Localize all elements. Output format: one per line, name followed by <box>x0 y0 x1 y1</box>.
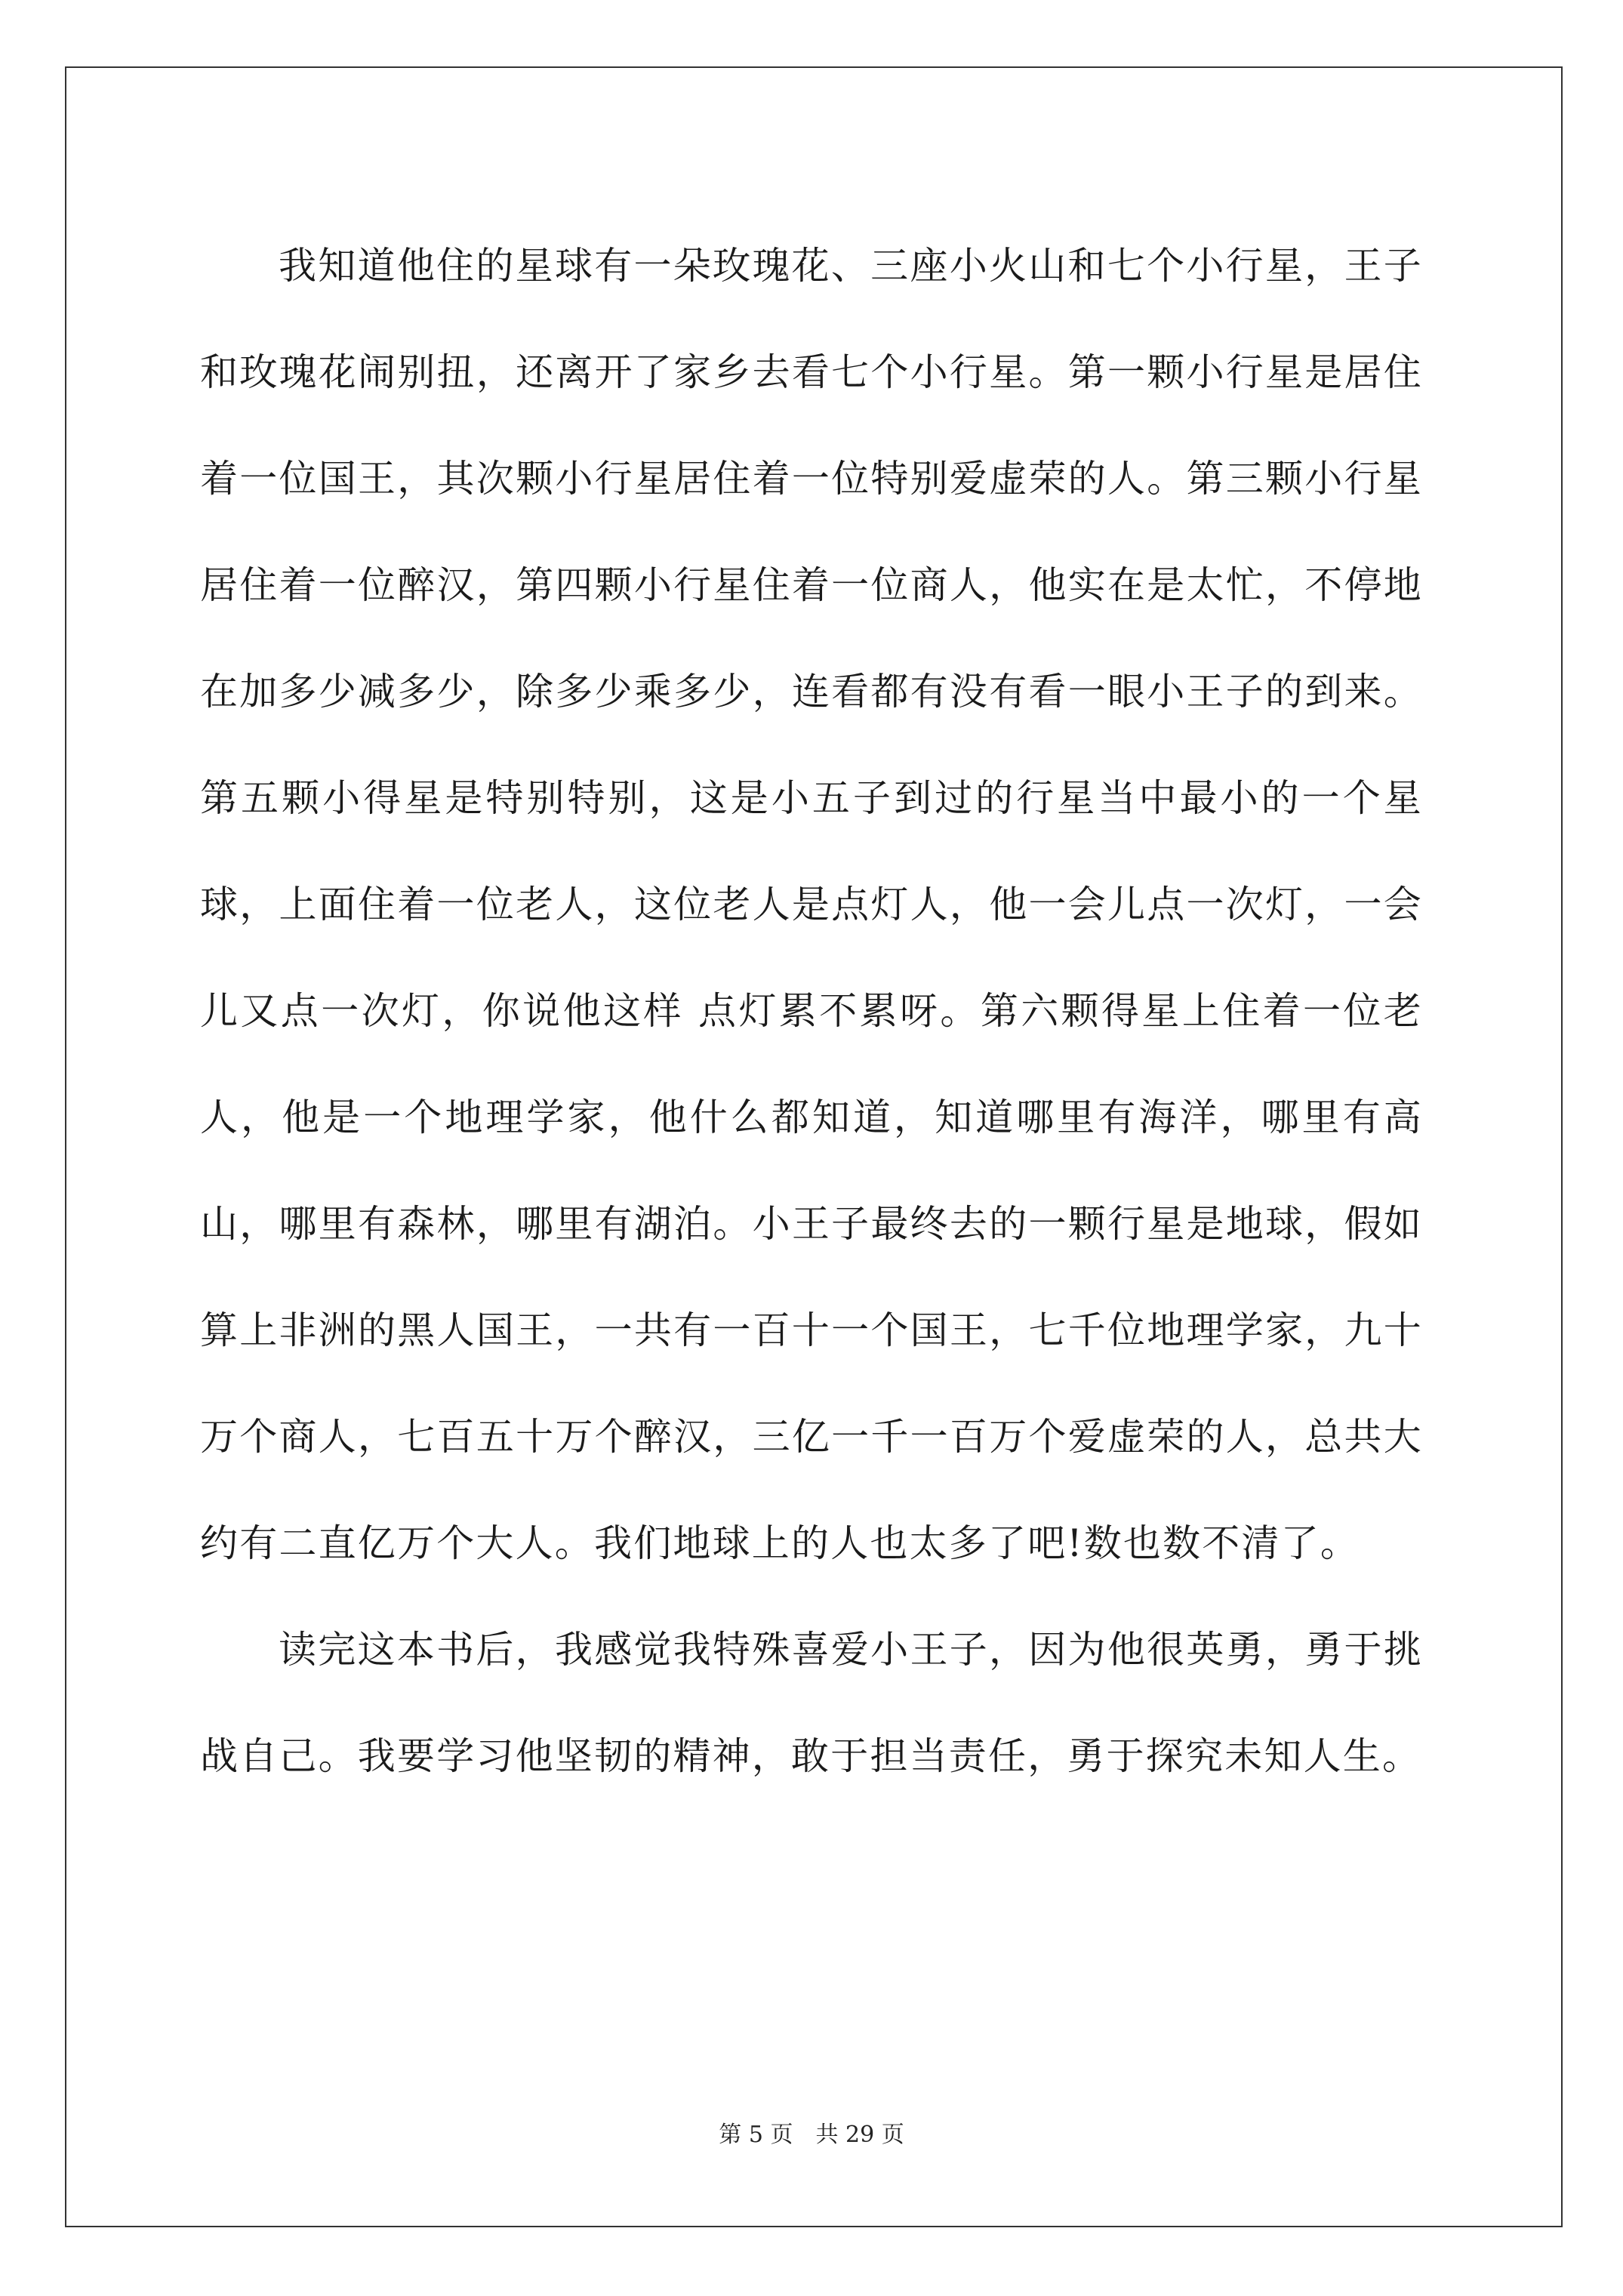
paragraph-2: 读完这本书后，我感觉我特殊喜爱小王子，因为他很英勇，勇于挑战自己。我要学习他坚韧的精神，敢于担当责任，勇于探究未知人生。 <box>200 1628 1423 1778</box>
document-body <box>200 213 1423 1810</box>
page-number-footer: 第 5 页 共 29 页 <box>719 2122 904 2148</box>
paragraph-1: 我知道他住的星球有一朵玫瑰花、三座小火山和七个小行星，王子和玫瑰花闹别扭，还离开了家乡去看七个小行星。第一颗小行星是居住着一位国王，其次颗小行星居住着一位特别爱虚荣的人。第三颗小行星居住着一位醉汉，第四颗小行星住着一位商人，他实在是太忙，不停地在加多少减多少，除多少乘多少，连看都有没有看一眼小王子的到来。第五颗小得星是特别特别，这是小五子到过的行星当中最小的一个星球，上面住着一位老人，这位老人是点灯人，他一会儿点一次灯，一会儿又点一次灯，你说他这样 点灯累不累呀。第六颗得星上住着一位老人，他是一个地理学家，他什么都知道，知道哪里有海洋，哪里有高山，哪里有森林，哪里有湖泊。小王子最终去的一颗行星是地球，假如算上非洲的黑人国王，一共有一百十一个国王，七千位地理学家，九十万个商人，七百五十万个醉汉，三亿一千一百万个爱虚荣的人，总共大约有二直亿万个大人。我们地球上的人也太多了吧!数也数不清了。 <box>200 244 1423 1565</box>
